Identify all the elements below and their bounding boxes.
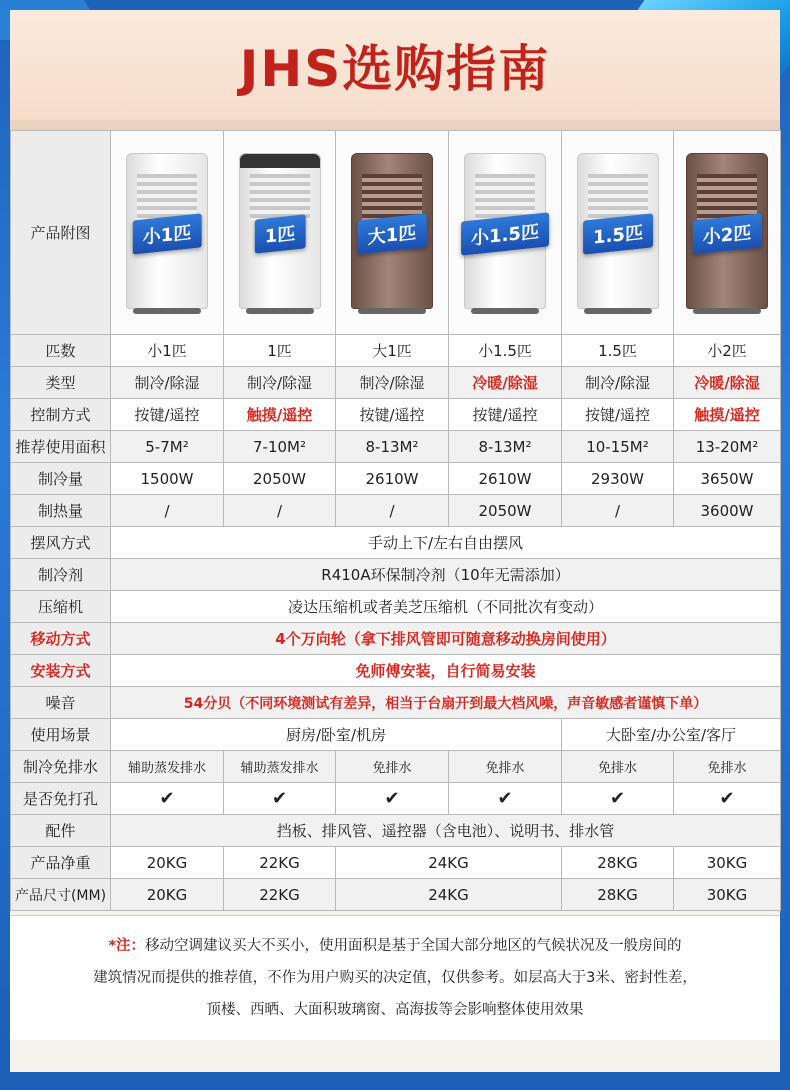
cell-swing: 手动上下/左右自由摆风 xyxy=(111,527,781,559)
row-type xyxy=(11,367,781,399)
cell-noise: 54分贝（不同环境测试有差异，相当于台扇开到最大档风噪，声音敏感者谨慎下单） xyxy=(111,687,781,719)
product-image-2 xyxy=(224,131,336,335)
row-drill xyxy=(11,783,781,815)
cell-hp: 大1匹 xyxy=(336,335,449,367)
cell-hp: 小1.5匹 xyxy=(449,335,562,367)
header-divider xyxy=(10,120,780,130)
check-icon: ✔ xyxy=(674,783,781,815)
footnote-head: *注： xyxy=(108,938,146,954)
row-refrigerant xyxy=(11,559,781,591)
row-hp xyxy=(11,335,781,367)
row-swing xyxy=(11,527,781,559)
cell-hp: 1匹 xyxy=(224,335,336,367)
product-tag-3: 大1匹 xyxy=(358,213,427,254)
row-label-area: 推荐使用面积 xyxy=(11,431,111,463)
cell-control: 按键/遥控 xyxy=(449,399,562,431)
row-label-compressor: 压缩机 xyxy=(11,591,111,623)
cell-area: 8-13M² xyxy=(336,431,449,463)
cell-drain: 免排水 xyxy=(449,751,562,783)
cell-type: 冷暖/除湿 xyxy=(674,367,781,399)
footnote-text-1: 移动空调建议买大不买小，使用面积是基于全国大部分地区的气候状况及一般房间的 xyxy=(145,938,682,954)
row-label-mobility: 移动方式 xyxy=(11,623,111,655)
row-label-heating: 制热量 xyxy=(11,495,111,527)
cell-cooling: 2610W xyxy=(336,463,449,495)
guide-card xyxy=(10,10,780,1072)
cell-drain: 辅助蒸发排水 xyxy=(224,751,336,783)
cell-size: 20KG xyxy=(111,879,224,911)
header xyxy=(10,10,780,120)
cell-area: 13-20M² xyxy=(674,431,781,463)
cell-area: 8-13M² xyxy=(449,431,562,463)
cell-heating: 3600W xyxy=(674,495,781,527)
cell-net-weight: 28KG xyxy=(562,847,674,879)
cell-heating: / xyxy=(562,495,674,527)
cell-heating: / xyxy=(336,495,449,527)
cell-refrigerant: R410A环保制冷剂（10年无需添加） xyxy=(111,559,781,591)
row-label-drill: 是否免打孔 xyxy=(11,783,111,815)
row-label-net-weight: 产品净重 xyxy=(11,847,111,879)
row-label-cooling: 制冷量 xyxy=(11,463,111,495)
row-net-weight xyxy=(11,847,781,879)
cell-type: 制冷/除湿 xyxy=(336,367,449,399)
row-label-hp: 匹数 xyxy=(11,335,111,367)
cell-drain: 免排水 xyxy=(674,751,781,783)
row-size xyxy=(11,879,781,911)
row-area xyxy=(11,431,781,463)
cell-control: 触摸/遥控 xyxy=(674,399,781,431)
row-label-refrigerant: 制冷剂 xyxy=(11,559,111,591)
row-label-type: 类型 xyxy=(11,367,111,399)
cell-net-weight: 24KG xyxy=(336,847,562,879)
cell-type: 冷暖/除湿 xyxy=(449,367,562,399)
cell-accessories: 挡板、排风管、遥控器（含电池）、说明书、排水管 xyxy=(111,815,781,847)
cell-drain: 辅助蒸发排水 xyxy=(111,751,224,783)
cell-cooling: 2050W xyxy=(224,463,336,495)
check-icon: ✔ xyxy=(224,783,336,815)
cell-area: 5-7M² xyxy=(111,431,224,463)
cell-heating: 2050W xyxy=(449,495,562,527)
cell-size: 24KG xyxy=(336,879,562,911)
product-tag-1: 小1匹 xyxy=(133,213,202,254)
row-label-size: 产品尺寸(MM) xyxy=(11,879,111,911)
product-tag-6: 小2匹 xyxy=(693,213,762,254)
product-image-5 xyxy=(562,131,674,335)
cell-heating: / xyxy=(224,495,336,527)
cell-heating: / xyxy=(111,495,224,527)
page-title: JHS选购指南 xyxy=(239,40,551,98)
product-image-1 xyxy=(111,131,224,335)
row-label-install: 安装方式 xyxy=(11,655,111,687)
product-image-3 xyxy=(336,131,449,335)
footnote xyxy=(10,915,780,1040)
footnote-line-1 xyxy=(30,930,760,962)
cell-size: 30KG xyxy=(674,879,781,911)
cell-hp: 小2匹 xyxy=(674,335,781,367)
cell-drain: 免排水 xyxy=(336,751,449,783)
row-mobility xyxy=(11,623,781,655)
row-control xyxy=(11,399,781,431)
row-accessories xyxy=(11,815,781,847)
cell-cooling: 1500W xyxy=(111,463,224,495)
cell-net-weight: 22KG xyxy=(224,847,336,879)
check-icon: ✔ xyxy=(336,783,449,815)
cell-hp: 小1匹 xyxy=(111,335,224,367)
cell-hp: 1.5匹 xyxy=(562,335,674,367)
row-label-control: 控制方式 xyxy=(11,399,111,431)
product-tag-5: 1.5匹 xyxy=(583,213,653,254)
row-compressor xyxy=(11,591,781,623)
cell-net-weight: 30KG xyxy=(674,847,781,879)
cell-cooling: 2930W xyxy=(562,463,674,495)
row-drain xyxy=(11,751,781,783)
row-label-accessories: 配件 xyxy=(11,815,111,847)
cell-control: 按键/遥控 xyxy=(336,399,449,431)
cell-type: 制冷/除湿 xyxy=(111,367,224,399)
cell-compressor: 凌达压缩机或者美芝压缩机（不同批次有变动） xyxy=(111,591,781,623)
cell-drain: 免排水 xyxy=(562,751,674,783)
cell-mobility: 4个万向轮（拿下排风管即可随意移动换房间使用） xyxy=(111,623,781,655)
check-icon: ✔ xyxy=(562,783,674,815)
footnote-line-3: 顶楼、西晒、大面积玻璃窗、高海拔等会影响整体使用效果 xyxy=(206,1002,584,1018)
cell-control: 按键/遥控 xyxy=(111,399,224,431)
image-row xyxy=(11,131,781,335)
cell-type: 制冷/除湿 xyxy=(562,367,674,399)
row-label-noise: 噪音 xyxy=(11,687,111,719)
cell-net-weight: 20KG xyxy=(111,847,224,879)
row-install xyxy=(11,655,781,687)
cell-cooling: 3650W xyxy=(674,463,781,495)
check-icon: ✔ xyxy=(449,783,562,815)
cell-control: 按键/遥控 xyxy=(562,399,674,431)
row-label-swing: 摆风方式 xyxy=(11,527,111,559)
row-noise xyxy=(11,687,781,719)
product-tag-4: 小1.5匹 xyxy=(461,212,549,255)
cell-type: 制冷/除湿 xyxy=(224,367,336,399)
cell-area: 7-10M² xyxy=(224,431,336,463)
cell-scene-a: 厨房/卧室/机房 xyxy=(111,719,562,751)
row-label-drain: 制冷免排水 xyxy=(11,751,111,783)
cell-cooling: 2610W xyxy=(449,463,562,495)
product-image-6 xyxy=(674,131,781,335)
cell-scene-b: 大卧室/办公室/客厅 xyxy=(562,719,781,751)
check-icon: ✔ xyxy=(111,783,224,815)
cell-install: 免师傅安装，自行简易安装 xyxy=(111,655,781,687)
cell-size: 28KG xyxy=(562,879,674,911)
product-image-4 xyxy=(449,131,562,335)
cell-control: 触摸/遥控 xyxy=(224,399,336,431)
row-label-scene: 使用场景 xyxy=(11,719,111,751)
comparison-table xyxy=(10,130,781,911)
cell-size: 22KG xyxy=(224,879,336,911)
product-tag-2: 1匹 xyxy=(254,214,305,253)
row-cooling xyxy=(11,463,781,495)
cell-area: 10-15M² xyxy=(562,431,674,463)
footnote-line-2: 建筑情况而提供的推荐值，不作为用户购买的决定值，仅供参考。如层高大于3米、密封性差， xyxy=(93,970,697,986)
row-label-image: 产品附图 xyxy=(11,131,111,335)
row-scene xyxy=(11,719,781,751)
row-heating xyxy=(11,495,781,527)
